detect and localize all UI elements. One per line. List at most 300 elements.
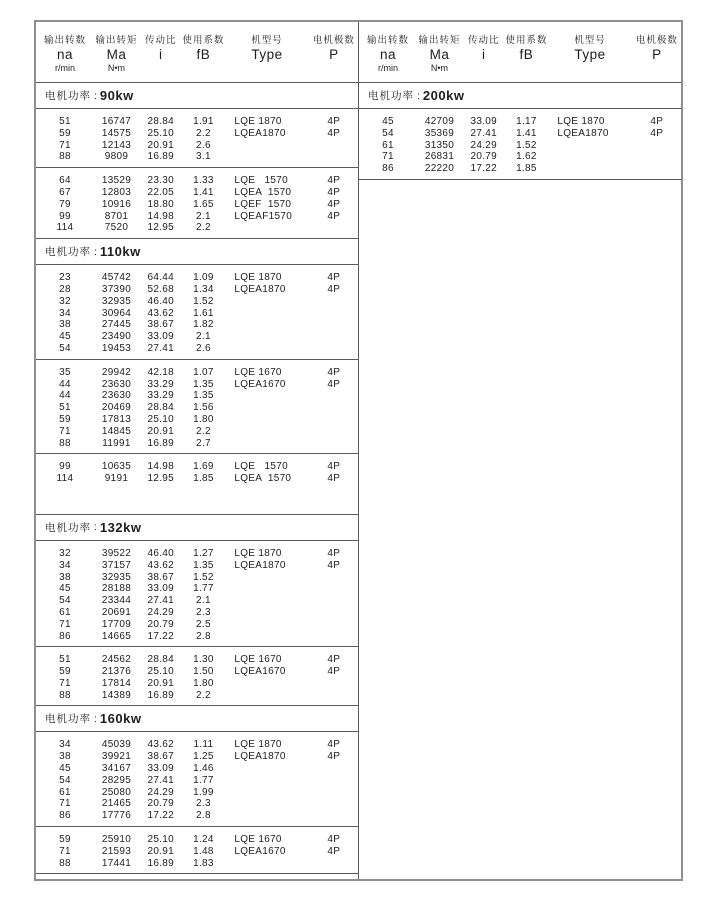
column-header-fb	[183, 32, 225, 74]
cell-output-speed: 88	[59, 857, 71, 869]
cell-model-type: LQEA1870	[234, 751, 286, 763]
header-unit: r/min	[377, 63, 398, 73]
cell-motor-poles	[310, 140, 358, 152]
cell-output-torque: 12143	[101, 139, 132, 151]
cell-output-speed: 32	[59, 295, 71, 307]
header-unit	[224, 63, 309, 74]
cell-output-speed: 38	[59, 571, 71, 583]
cell-ratio: 14.98	[147, 461, 175, 473]
cell-service-factor: 1.33	[193, 175, 214, 187]
cell-ratio: 46.40	[147, 547, 175, 559]
cell-model-type: LQEA1870	[234, 559, 286, 571]
table-row	[36, 284, 358, 296]
data-block	[36, 168, 358, 239]
header-unit: r/min	[54, 63, 75, 73]
header-label-cn: 电机极数	[635, 35, 678, 46]
table-row	[36, 331, 358, 343]
cell-ratio: 20.91	[147, 677, 175, 689]
cell-motor-poles	[310, 810, 358, 822]
cell-service-factor: 1.17	[516, 116, 537, 127]
cell-output-speed: 51	[59, 654, 71, 666]
cell-output-torque: 14389	[101, 689, 132, 701]
header-symbol: i	[482, 47, 486, 62]
spec-column-right	[359, 22, 681, 879]
cell-output-speed: 99	[59, 210, 71, 222]
table-row	[36, 548, 358, 560]
table-row	[36, 379, 358, 391]
table-row	[36, 308, 358, 320]
cell-output-speed: 45	[382, 116, 394, 127]
gearbox-spec-table	[34, 20, 683, 881]
header-symbol: fB	[196, 47, 211, 62]
cell-service-factor: 1.80	[193, 677, 214, 689]
cell-motor-poles: 4P	[327, 845, 341, 857]
cell-model-type: LQE 1870	[557, 116, 605, 127]
cell-service-factor: 2.8	[196, 630, 211, 642]
cell-output-speed: 59	[59, 413, 71, 425]
table-row	[36, 390, 358, 402]
cell-motor-poles: 4P	[327, 366, 341, 378]
cell-output-speed: 71	[382, 151, 394, 163]
cell-output-speed: 99	[59, 461, 71, 473]
cell-ratio: 28.84	[147, 116, 175, 127]
cell-output-speed: 79	[59, 198, 71, 210]
column-header-p	[633, 32, 681, 74]
cell-output-torque: 7520	[104, 222, 129, 234]
cell-model-type: LQEA 1570	[234, 473, 292, 485]
cell-output-torque: 10916	[101, 198, 132, 210]
cell-service-factor: 1.77	[193, 583, 214, 595]
cell-output-speed: 88	[59, 689, 71, 701]
cell-output-torque: 45039	[101, 739, 132, 751]
power-section-110kw	[36, 239, 358, 515]
cell-output-speed: 54	[59, 342, 71, 354]
cell-ratio: 52.68	[147, 283, 175, 295]
data-block	[36, 732, 358, 827]
section-title-power: 200kw	[422, 88, 465, 103]
column-header-ma	[417, 32, 462, 74]
cell-output-speed: 88	[59, 437, 71, 449]
table-row	[36, 654, 358, 666]
cell-service-factor: 3.1	[196, 151, 211, 163]
cell-ratio: 43.62	[147, 307, 175, 319]
table-row	[36, 296, 358, 308]
header-label-cn: 输出转矩	[418, 35, 461, 46]
table-row	[36, 763, 358, 775]
section-title-power: 90kw	[99, 88, 134, 103]
cell-model-type	[547, 140, 632, 152]
cell-output-torque: 28188	[101, 583, 132, 595]
section-title-colon: :	[94, 521, 97, 534]
cell-ratio: 24.29	[147, 606, 175, 618]
cell-service-factor: 1.85	[516, 163, 537, 175]
cell-ratio: 25.10	[147, 834, 175, 846]
table-row	[36, 787, 358, 799]
cell-motor-poles: 4P	[327, 116, 341, 127]
table-header	[36, 22, 358, 83]
table-row	[36, 116, 358, 128]
cell-output-torque: 17814	[101, 677, 132, 689]
cell-output-speed: 44	[59, 378, 71, 390]
cell-model-type	[224, 222, 309, 234]
cell-service-factor: 1.69	[193, 461, 214, 473]
cell-motor-poles	[310, 390, 358, 402]
table-row	[36, 199, 358, 211]
cell-output-torque: 26831	[424, 151, 455, 163]
cell-service-factor: 2.3	[196, 798, 211, 810]
cell-service-factor: 1.62	[516, 151, 537, 163]
cell-ratio: 16.89	[147, 857, 175, 869]
column-header-na	[36, 32, 94, 74]
cell-output-torque: 17441	[101, 857, 132, 869]
table-row	[36, 678, 358, 690]
cell-motor-poles: 4P	[327, 547, 341, 559]
cell-output-torque: 17776	[101, 810, 132, 822]
cell-output-torque: 45742	[101, 272, 132, 284]
cell-model-type: LQE 1870	[234, 116, 282, 127]
cell-output-speed: 59	[59, 834, 71, 846]
table-header	[359, 22, 681, 83]
header-label-cn: 传动比	[145, 35, 177, 46]
cell-output-speed: 45	[59, 583, 71, 595]
section-title-colon: :	[94, 89, 97, 102]
cell-motor-poles	[310, 607, 358, 619]
cell-output-speed: 54	[59, 595, 71, 607]
column-header-i	[139, 32, 182, 74]
header-unit: N•m	[430, 63, 449, 73]
cell-motor-poles: 4P	[327, 461, 341, 473]
cell-ratio: 33.29	[147, 390, 175, 402]
header-unit: N•m	[107, 63, 126, 73]
cell-ratio: 16.89	[147, 437, 175, 449]
cell-output-speed: 51	[59, 116, 71, 127]
cell-motor-poles: 4P	[327, 186, 341, 198]
cell-model-type	[224, 787, 309, 799]
cell-motor-poles: 4P	[327, 272, 341, 284]
section-title-power: 132kw	[99, 519, 142, 535]
cell-motor-poles	[310, 343, 358, 355]
cell-service-factor: 2.2	[196, 127, 211, 139]
table-row	[36, 222, 358, 234]
cell-motor-poles	[310, 222, 358, 234]
cell-output-speed: 34	[59, 307, 71, 319]
table-row	[359, 116, 681, 128]
table-row	[359, 151, 681, 163]
cell-motor-poles: 4P	[327, 739, 341, 751]
header-symbol: i	[159, 47, 163, 62]
cell-model-type	[224, 438, 309, 450]
header-label-cn: 使用系数	[182, 35, 225, 46]
cell-model-type: LQEA1670	[234, 845, 286, 857]
header-label-cn: 输出转数	[43, 35, 86, 46]
cell-service-factor: 1.91	[193, 116, 214, 127]
power-section-160kw	[36, 706, 358, 874]
data-block	[36, 827, 358, 874]
cell-service-factor: 2.1	[196, 331, 211, 343]
column-header-type	[224, 32, 309, 74]
cell-output-torque: 37157	[101, 559, 132, 571]
header-unit	[506, 63, 548, 74]
header-label-cn: 机型号	[251, 35, 283, 46]
cell-service-factor: 2.1	[196, 595, 211, 607]
table-row	[36, 858, 358, 870]
cell-motor-poles	[310, 438, 358, 450]
cell-output-speed: 71	[59, 798, 71, 810]
section-title-label: 电机功率	[45, 246, 91, 259]
cell-ratio: 22.05	[147, 186, 175, 198]
cell-motor-poles	[633, 140, 681, 152]
cell-output-speed: 71	[59, 845, 71, 857]
header-label-cn: 机型号	[574, 35, 606, 46]
cell-model-type	[224, 810, 309, 822]
cell-output-speed: 71	[59, 618, 71, 630]
cell-service-factor: 2.6	[196, 139, 211, 151]
cell-output-torque: 42709	[424, 116, 455, 127]
cell-motor-poles: 4P	[327, 559, 341, 571]
cell-ratio: 33.09	[147, 763, 175, 775]
cell-model-type: LQE 1670	[234, 366, 282, 378]
table-row	[36, 619, 358, 631]
cell-model-type	[224, 607, 309, 619]
cell-service-factor: 1.41	[516, 127, 537, 139]
cell-model-type	[224, 619, 309, 631]
cell-model-type: LQEA1670	[234, 666, 286, 678]
cell-output-torque: 16747	[101, 116, 132, 127]
cell-service-factor: 1.09	[193, 272, 214, 284]
cell-output-speed: 71	[59, 677, 71, 689]
cell-model-type: LQE 1570	[234, 461, 288, 473]
cell-output-torque: 25080	[101, 786, 132, 798]
header-symbol: Ma	[106, 47, 127, 62]
data-block	[359, 109, 681, 180]
section-title-power: 160kw	[99, 711, 142, 727]
cell-motor-poles: 4P	[327, 751, 341, 763]
cell-service-factor: 1.27	[193, 547, 214, 559]
cell-output-torque: 21465	[101, 798, 132, 810]
cell-output-torque: 21376	[101, 666, 132, 678]
cell-ratio: 28.84	[147, 402, 175, 414]
data-block	[36, 265, 358, 360]
cell-ratio: 17.22	[470, 163, 498, 175]
table-row	[36, 128, 358, 140]
cell-model-type	[224, 343, 309, 355]
table-row	[36, 175, 358, 187]
cell-model-type	[224, 678, 309, 690]
table-row	[36, 272, 358, 284]
cell-service-factor: 1.41	[193, 186, 214, 198]
cell-model-type: LQE 1670	[234, 654, 282, 666]
cell-model-type: LQEAF1570	[234, 210, 293, 222]
table-row	[36, 140, 358, 152]
cell-output-torque: 23344	[101, 595, 132, 607]
cell-output-torque: 17813	[101, 413, 132, 425]
table-row	[359, 163, 681, 175]
table-row	[359, 140, 681, 152]
cell-motor-poles	[310, 595, 358, 607]
cell-model-type: LQE 1870	[234, 272, 282, 284]
cell-service-factor: 1.11	[193, 739, 214, 751]
cell-service-factor: 2.7	[196, 437, 211, 449]
table-row	[36, 402, 358, 414]
cell-ratio: 20.91	[147, 845, 175, 857]
table-row	[36, 414, 358, 426]
cell-model-type	[547, 151, 632, 163]
column-header-ma	[94, 32, 139, 74]
cell-motor-poles	[633, 151, 681, 163]
cell-output-torque: 32935	[101, 571, 132, 583]
section-title-label: 电机功率	[368, 90, 414, 102]
cell-ratio: 25.10	[147, 666, 175, 678]
cell-motor-poles	[310, 402, 358, 414]
cell-motor-poles: 4P	[327, 283, 341, 295]
cell-output-torque: 20469	[101, 402, 132, 414]
table-row	[36, 461, 358, 473]
cell-output-speed: 61	[382, 139, 394, 151]
cell-service-factor: 1.52	[193, 295, 214, 307]
cell-model-type	[224, 763, 309, 775]
table-row	[36, 211, 358, 223]
header-unit	[547, 63, 632, 74]
table-row	[36, 690, 358, 702]
section-title-110kw	[36, 239, 358, 265]
cell-output-speed: 86	[382, 163, 394, 175]
cell-ratio: 20.91	[147, 425, 175, 437]
table-row	[36, 343, 358, 355]
section-title-label: 电机功率	[45, 713, 91, 726]
cell-model-type: LQEF 1570	[234, 198, 292, 210]
cell-service-factor: 1.34	[193, 283, 214, 295]
cell-motor-poles: 4P	[327, 654, 341, 666]
cell-output-speed: 86	[59, 630, 71, 642]
cell-motor-poles: 4P	[327, 198, 341, 210]
cell-ratio: 38.67	[147, 751, 175, 763]
column-header-fb	[506, 32, 548, 74]
empty-filler	[36, 874, 358, 879]
section-title-132kw	[36, 515, 358, 541]
cell-ratio: 46.40	[147, 295, 175, 307]
power-section-90kw	[36, 83, 358, 239]
cell-model-type: LQEA 1570	[234, 186, 292, 198]
header-label-cn: 输出转数	[366, 35, 409, 46]
cell-service-factor: 2.2	[196, 425, 211, 437]
cell-service-factor: 1.30	[193, 654, 214, 666]
cell-output-torque: 34167	[101, 763, 132, 775]
section-title-label: 电机功率	[45, 521, 91, 534]
cell-service-factor: 1.46	[193, 763, 214, 775]
cell-model-type: LQE 1870	[234, 547, 282, 559]
cell-model-type: LQEA1870	[234, 127, 286, 139]
cell-motor-poles	[310, 798, 358, 810]
cell-motor-poles: 4P	[327, 175, 341, 187]
table-row	[36, 583, 358, 595]
section-title-colon: :	[417, 89, 420, 102]
cell-service-factor: 2.2	[196, 222, 211, 234]
cell-output-speed: 59	[59, 666, 71, 678]
cell-model-type	[224, 775, 309, 787]
cell-output-speed: 54	[59, 774, 71, 786]
cell-model-type	[224, 414, 309, 426]
header-symbol: Type	[574, 47, 606, 62]
cell-service-factor: 1.25	[193, 751, 214, 763]
table-row	[36, 751, 358, 763]
header-symbol: P	[652, 47, 662, 62]
column-header-na	[359, 32, 417, 74]
cell-output-torque: 39921	[101, 751, 132, 763]
cell-output-torque: 27445	[101, 319, 132, 331]
cell-ratio: 27.41	[147, 774, 175, 786]
header-unit	[633, 63, 681, 74]
cell-ratio: 25.10	[147, 413, 175, 425]
cell-model-type: LQEA1670	[234, 378, 286, 390]
cell-ratio: 23.30	[147, 175, 175, 187]
cell-output-speed: 61	[59, 786, 71, 798]
cell-ratio: 38.67	[147, 571, 175, 583]
section-title-200kw	[359, 83, 681, 109]
cell-ratio: 64.44	[147, 272, 175, 284]
cell-motor-poles	[310, 763, 358, 775]
cell-motor-poles	[310, 678, 358, 690]
cell-motor-poles	[310, 619, 358, 631]
cell-output-torque: 8701	[104, 210, 129, 222]
cell-ratio: 20.91	[147, 139, 175, 151]
cell-motor-poles: 4P	[327, 127, 341, 139]
cell-ratio: 33.09	[147, 331, 175, 343]
table-row	[36, 367, 358, 379]
cell-output-torque: 11991	[102, 437, 131, 449]
cell-motor-poles: 4P	[327, 473, 341, 485]
cell-ratio: 33.29	[147, 378, 175, 390]
cell-model-type	[224, 583, 309, 595]
header-symbol: P	[329, 47, 339, 62]
data-block	[36, 360, 358, 455]
cell-motor-poles	[310, 331, 358, 343]
cell-motor-poles: 4P	[327, 210, 341, 222]
table-row	[36, 319, 358, 331]
cell-service-factor: 1.48	[193, 845, 214, 857]
cell-output-torque: 22220	[424, 163, 455, 175]
table-row	[36, 595, 358, 607]
cell-motor-poles	[310, 583, 358, 595]
header-symbol: na	[379, 47, 396, 62]
cell-output-torque: 23630	[101, 378, 132, 390]
cell-motor-poles	[310, 690, 358, 702]
cell-output-torque: 32935	[101, 295, 132, 307]
cell-ratio: 16.89	[147, 151, 175, 163]
cell-output-speed: 61	[59, 606, 71, 618]
power-section-200kw	[359, 83, 681, 180]
cell-output-speed: 23	[59, 272, 71, 284]
cell-service-factor: 1.50	[193, 666, 214, 678]
section-title-power: 110kw	[99, 244, 141, 260]
cell-service-factor: 2.3	[196, 606, 211, 618]
cell-ratio: 27.41	[147, 342, 175, 354]
cell-service-factor: 1.80	[193, 413, 214, 425]
cell-output-speed: 34	[59, 559, 71, 571]
cell-ratio: 28.84	[147, 654, 175, 666]
table-row	[36, 798, 358, 810]
table-row	[36, 438, 358, 450]
header-unit	[462, 63, 505, 74]
table-row	[36, 607, 358, 619]
cell-model-type	[224, 296, 309, 308]
cell-model-type	[224, 426, 309, 438]
cell-output-speed: 54	[382, 127, 394, 139]
cell-ratio: 43.62	[147, 559, 175, 571]
cell-motor-poles	[310, 308, 358, 320]
cell-service-factor: 1.83	[193, 857, 214, 869]
cell-output-torque: 10635	[101, 461, 132, 473]
cell-output-torque: 30964	[101, 307, 132, 319]
